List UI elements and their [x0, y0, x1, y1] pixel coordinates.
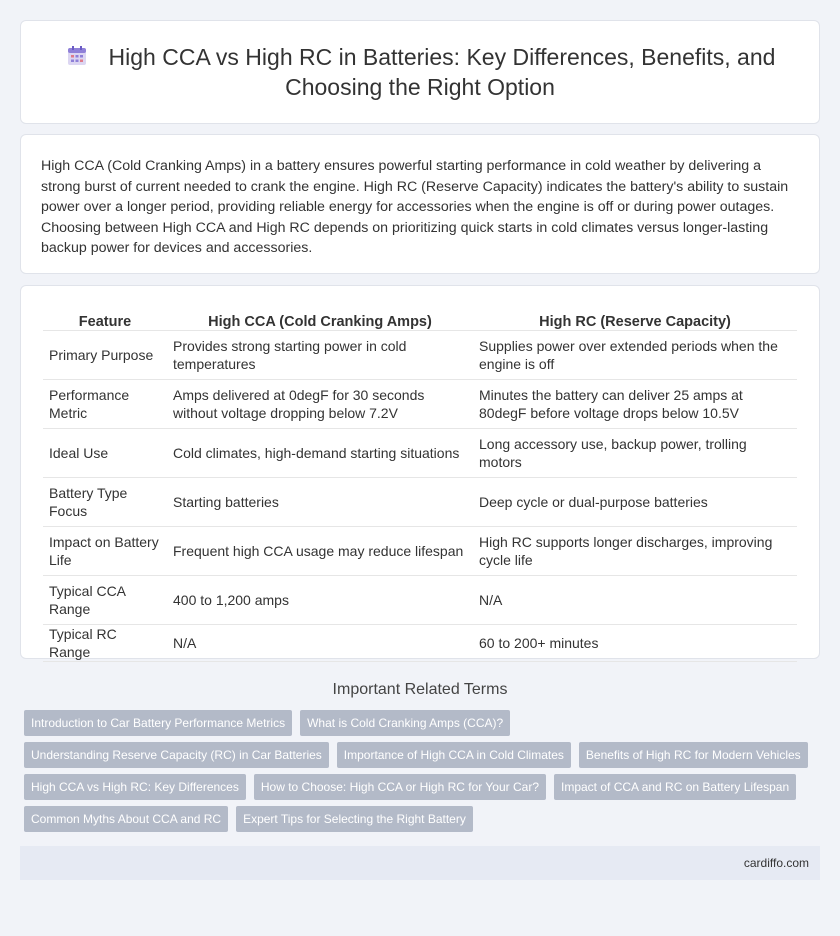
table-row	[43, 477, 797, 526]
column-header-feature: Feature	[43, 300, 167, 330]
related-term-tag[interactable]: Impact of CCA and RC on Battery Lifespan	[554, 774, 796, 800]
related-term-tag[interactable]: Benefits of High RC for Modern Vehicles	[579, 742, 808, 768]
page-title-text: High CCA vs High RC in Batteries: Key Differences, Benefits, and Choosing the Right Option	[108, 44, 776, 100]
table-row	[43, 428, 797, 477]
table-row	[43, 624, 797, 661]
table-cell-cca: 400 to 1,200 amps	[167, 575, 473, 624]
table-cell-cca: Cold climates, high-demand starting situations	[167, 428, 473, 477]
footer-site-link[interactable]: cardiffo.com	[743, 856, 809, 870]
related-term-tag[interactable]: Understanding Reserve Capacity (RC) in Car Batteries	[24, 742, 329, 768]
table-cell-rc: Long accessory use, backup power, trolling motors	[473, 428, 797, 477]
comparison-table-card	[20, 285, 820, 659]
table-cell-feature: Performance Metric	[43, 379, 167, 428]
table-row	[43, 575, 797, 624]
table-cell-cca: Starting batteries	[167, 477, 473, 526]
related-term-tag[interactable]: How to Choose: High CCA or High RC for Your Car?	[254, 774, 546, 800]
table-row	[43, 330, 797, 379]
column-header-high-rc: High RC (Reserve Capacity)	[473, 300, 797, 330]
table-cell-rc: N/A	[473, 575, 797, 624]
related-term-tag[interactable]: What is Cold Cranking Amps (CCA)?	[300, 710, 510, 736]
table-cell-feature: Typical RC Range	[43, 624, 167, 661]
table-header-row	[43, 300, 797, 330]
table-cell-rc: Minutes the battery can deliver 25 amps at 80degF before voltage drops below 10.5V	[473, 379, 797, 428]
table-cell-rc: Deep cycle or dual-purpose batteries	[473, 477, 797, 526]
table-cell-feature: Ideal Use	[43, 428, 167, 477]
comparison-table	[43, 300, 797, 662]
related-term-tag[interactable]: High CCA vs High RC: Key Differences	[24, 774, 246, 800]
footer	[20, 846, 820, 880]
related-term-tag[interactable]: Expert Tips for Selecting the Right Battery	[236, 806, 473, 832]
related-term-tag[interactable]: Importance of High CCA in Cold Climates	[337, 742, 571, 768]
related-term-tag[interactable]: Common Myths About CCA and RC	[24, 806, 228, 832]
related-terms-tags	[20, 710, 820, 832]
intro-card	[20, 134, 820, 274]
table-cell-cca: Frequent high CCA usage may reduce lifespan	[167, 526, 473, 575]
table-row	[43, 379, 797, 428]
table-cell-rc: 60 to 200+ minutes	[473, 624, 797, 661]
related-terms-title: Important Related Terms	[332, 681, 508, 698]
calendar-icon	[65, 44, 89, 68]
column-header-high-cca: High CCA (Cold Cranking Amps)	[167, 300, 473, 330]
table-cell-feature: Battery Type Focus	[43, 477, 167, 526]
table-cell-rc: High RC supports longer discharges, improving cycle life	[473, 526, 797, 575]
title-card	[20, 20, 820, 124]
intro-text: High CCA (Cold Cranking Amps) in a battery ensures powerful starting performance in cold weather by delivering a strong burst of current needed to crank the engine. High RC (Reserve Capacity) indicates the battery's ability to sustain power over a longer period, providing reliable energy for accessories when the engine is off or during power outages. Choosing between High CCA and High RC depends on prioritizing quick starts in cold climates versus longer-lasting backup power for devices and accessories.	[41, 158, 789, 256]
related-term-tag[interactable]: Introduction to Car Battery Performance Metrics	[24, 710, 292, 736]
table-cell-feature: Primary Purpose	[43, 330, 167, 379]
table-cell-feature: Impact on Battery Life	[43, 526, 167, 575]
table-cell-cca: Amps delivered at 0degF for 30 seconds without voltage dropping below 7.2V	[167, 379, 473, 428]
related-terms-section	[20, 681, 820, 832]
table-cell-cca: N/A	[167, 624, 473, 661]
page-title	[51, 42, 789, 102]
table-cell-rc: Supplies power over extended periods when the engine is off	[473, 330, 797, 379]
table-row	[43, 526, 797, 575]
table-cell-cca: Provides strong starting power in cold temperatures	[167, 330, 473, 379]
table-cell-feature: Typical CCA Range	[43, 575, 167, 624]
